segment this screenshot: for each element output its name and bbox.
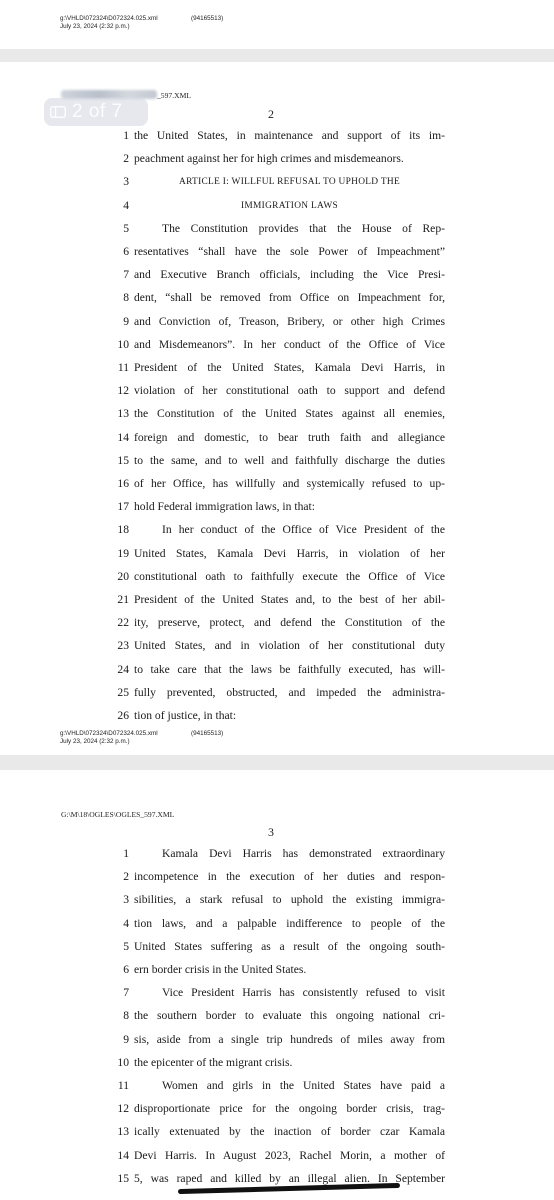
text-line: [107, 1055, 447, 1071]
line-number: 3: [123, 893, 129, 907]
line-text: Vice President Harris has consistently refused to visit: [162, 986, 445, 1000]
line-text: United States, and in violation of her constitutional duty: [134, 639, 445, 653]
text-line: [107, 476, 447, 492]
footer-path: g:\VHLD\072324\D072324.025.xml: [60, 15, 158, 22]
line-text: ically extenuated by the inaction of border czar Kamala: [134, 1125, 445, 1139]
page-footer: [60, 15, 224, 31]
page-indicator[interactable]: [44, 98, 148, 126]
line-number: 21: [117, 593, 129, 606]
line-number: 8: [123, 1009, 129, 1023]
line-number: 6: [123, 963, 129, 976]
line-text: ity, preserve, protect, and defend the Constitution of the: [134, 616, 445, 630]
text-line: [107, 869, 447, 885]
text-line: [107, 569, 447, 585]
page-indicator-text: 2 of 7: [72, 101, 123, 122]
line-number: 18: [117, 523, 129, 537]
text-line: [107, 430, 447, 446]
line-text: In her conduct of the Office of Vice President of the: [162, 523, 445, 537]
text-line: [107, 174, 447, 190]
line-text: constitutional oath to faithfully execute the Office of Vice: [134, 569, 445, 583]
text-line: [107, 916, 447, 932]
line-text: sibilities, a stark refusal to uphold the existing immigra-: [134, 893, 445, 907]
text-line: [107, 383, 447, 399]
line-number: 8: [123, 291, 129, 305]
text-line: [107, 592, 447, 608]
text-line: [107, 708, 447, 724]
line-text: sis, aside from a single trip hundreds of miles away from: [134, 1032, 445, 1046]
header-suffix: _597.XML: [157, 91, 191, 100]
page-1-fragment: [0, 0, 554, 49]
line-text: United States, Kamala Devi Harris, in violation of her: [134, 546, 445, 560]
text-line: [107, 1078, 447, 1094]
line-number: 15: [117, 453, 129, 467]
line-number: 15: [117, 1171, 129, 1185]
line-text: violation of her constitutional oath to support and defend: [134, 384, 445, 398]
line-text: incompetence in the execution of her duties and respon-: [134, 870, 445, 884]
footer-date: July 23, 2024 (2:32 p.m.): [60, 23, 130, 30]
page-number: 3: [268, 825, 274, 839]
line-text: foreign and domestic, to bear truth faith and allegiance: [134, 430, 445, 444]
line-text: to the same, and to well and faithfully discharge the duties: [134, 453, 445, 467]
line-number: 24: [117, 662, 129, 676]
line-number: 22: [117, 616, 129, 630]
line-number: 4: [123, 198, 129, 212]
line-text: dent, “shall be removed from Office on Impeachment for,: [134, 291, 445, 305]
line-text: the United States, in maintenance and support of its im-: [134, 129, 445, 142]
line-number: 4: [123, 916, 129, 930]
line-number: 17: [117, 500, 129, 514]
line-text: Women and girls in the United States have paid a: [162, 1079, 445, 1092]
page-number: 2: [268, 107, 274, 121]
line-text: and Executive Branch officials, including the Vice Presi-: [134, 268, 445, 282]
text-line: [107, 221, 447, 237]
page-2: [0, 62, 554, 755]
line-text: the southern border to evaluate this ongoing national cri-: [134, 1009, 445, 1023]
line-text: ARTICLE I: WILLFUL REFUSAL TO UPHOLD THE: [179, 177, 400, 188]
page-3: [0, 770, 554, 1200]
line-text: 5, was raped and killed by an illegal alien. In September: [134, 1171, 445, 1185]
line-number: 10: [117, 1055, 129, 1069]
footer-code: (94165513): [191, 730, 224, 737]
line-number: 2: [123, 152, 129, 166]
text-line: [107, 846, 447, 862]
line-text: President of the United States and, to the best of her abil-: [134, 593, 445, 606]
line-number: 5: [123, 221, 129, 235]
text-line: [107, 290, 447, 306]
text-line: [107, 662, 447, 678]
text-line: [107, 314, 447, 330]
line-number: 26: [117, 709, 129, 722]
line-number: 16: [117, 477, 129, 490]
line-number: 9: [123, 1032, 129, 1046]
line-number: 2: [123, 870, 129, 884]
text-line: [107, 1008, 447, 1024]
sidebar-toggle-icon: [50, 106, 66, 118]
text-line: [107, 267, 447, 283]
line-text: hold Federal immigration laws, in that:: [134, 500, 315, 514]
text-line: [107, 453, 447, 469]
line-number: 3: [123, 175, 129, 189]
line-text: and Conviction of, Treason, Bribery, or other high Crimes: [134, 314, 445, 328]
text-line: [107, 1148, 447, 1164]
line-number: 23: [117, 639, 129, 653]
line-text: of her Office, has willfully and systemically refused to up-: [134, 477, 445, 490]
text-line: [107, 337, 447, 353]
text-line: [107, 1101, 447, 1117]
line-number: 12: [117, 384, 129, 398]
line-text: disproportionate price for the ongoing border crisis, trag-: [134, 1102, 445, 1116]
line-number: 13: [117, 1125, 129, 1139]
footer-date: July 23, 2024 (2:32 p.m.): [60, 738, 130, 745]
line-number: 7: [123, 268, 129, 282]
line-number: 12: [117, 1102, 129, 1116]
line-text: resentatives “shall have the sole Power of Impeachment”: [134, 245, 445, 258]
text-line: [107, 1032, 447, 1048]
line-number: 10: [117, 337, 129, 351]
text-line: [107, 939, 447, 955]
text-line: [107, 892, 447, 908]
line-text: the Constitution of the United States against all enemies,: [134, 407, 445, 421]
line-text: ern border crisis in the United States.: [134, 963, 307, 976]
page-header: G:\M\18\OGLES\OGLES_597.XML: [61, 810, 175, 819]
text-line: [107, 198, 447, 214]
text-line: [107, 499, 447, 515]
line-number: 14: [117, 430, 129, 444]
line-number: 19: [117, 546, 129, 560]
line-text: The Constitution provides that the House of Rep-: [162, 221, 445, 235]
text-line: [107, 685, 447, 701]
page-footer: [60, 730, 224, 746]
text-line: [107, 985, 447, 1001]
text-line: [107, 1124, 447, 1140]
text-line: [107, 360, 447, 376]
line-number: 13: [117, 407, 129, 421]
text-line: [107, 406, 447, 422]
text-line: [107, 962, 447, 978]
text-line: [107, 522, 447, 538]
line-number: 11: [117, 361, 129, 374]
footer-code: (94165513): [191, 15, 224, 22]
line-text: Devi Harris. In August 2023, Rachel Morin, a mother of: [134, 1148, 445, 1162]
line-text: the epicenter of the migrant crisis.: [134, 1055, 293, 1069]
line-text: to take care that the laws be faithfully executed, has will-: [134, 662, 445, 676]
text-line: [107, 546, 447, 562]
line-number: 9: [123, 314, 129, 328]
line-number: 25: [117, 685, 129, 699]
line-text: tion of justice, in that:: [134, 709, 237, 722]
line-number: 6: [123, 245, 129, 258]
line-number: 7: [123, 986, 129, 1000]
line-text: Kamala Devi Harris has demonstrated extraordinary: [162, 847, 445, 860]
line-text: fully prevented, obstructed, and impeded the administra-: [134, 685, 445, 699]
line-text: United States suffering as a result of the ongoing south-: [134, 939, 445, 953]
text-line: [107, 128, 447, 144]
text-line: [107, 244, 447, 260]
line-text: President of the United States, Kamala Devi Harris, in: [134, 361, 445, 374]
text-line: [107, 151, 447, 167]
line-number: 1: [123, 129, 129, 142]
line-number: 5: [123, 939, 129, 953]
text-line: [107, 615, 447, 631]
line-number: 20: [117, 569, 129, 583]
line-text: and Misdemeanors”. In her conduct of the Office of Vice: [134, 337, 445, 351]
line-text: IMMIGRATION LAWS: [240, 200, 338, 211]
footer-path: g:\VHLD\072324\D072324.025.xml: [60, 730, 158, 737]
line-number: 14: [117, 1148, 129, 1162]
line-text: tion laws, and a palpable indifference to people of the: [134, 916, 445, 930]
text-line: [107, 638, 447, 654]
line-number: 11: [117, 1079, 129, 1092]
line-number: 1: [123, 847, 129, 860]
line-text: peachment against her for high crimes and misdemeanors.: [134, 152, 404, 166]
